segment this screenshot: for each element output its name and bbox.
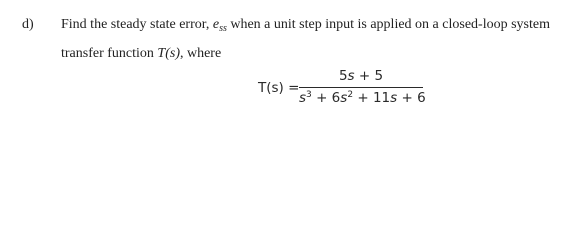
den-term-2-coeff: + 6 [311,90,341,106]
den-term-4: + 6 [397,90,426,106]
line2-text-a: transfer function [61,46,158,61]
fraction-bar [299,87,423,88]
den-term-3-coeff: + 11 [353,90,391,106]
den-power-2: 2 [347,90,354,100]
num-var: s [347,68,355,84]
equation-denominator [299,90,426,106]
question-line-2 [61,46,221,62]
error-subscript: ss [219,23,227,34]
equation-lhs: T(s) = [258,80,300,96]
error-symbol: e [212,17,220,32]
den-var-1: s [299,90,307,106]
question-line-1 [61,17,550,34]
question-label: d) [22,17,34,32]
equation-numerator [299,68,423,84]
line2-text-b: , where [179,46,222,61]
num-rest: + 5 [354,68,384,84]
equation-fraction [299,68,426,108]
den-var-3: s [390,90,398,106]
den-power-1: 3 [306,90,312,100]
transfer-function-name: T(s) [157,46,180,61]
line1-text-a: Find the steady state error, [61,17,213,32]
num-coeff: 5 [338,68,348,84]
den-var-2: s [340,90,348,106]
line1-text-b: when a unit step input is applied on a closed-loop system [226,17,550,32]
